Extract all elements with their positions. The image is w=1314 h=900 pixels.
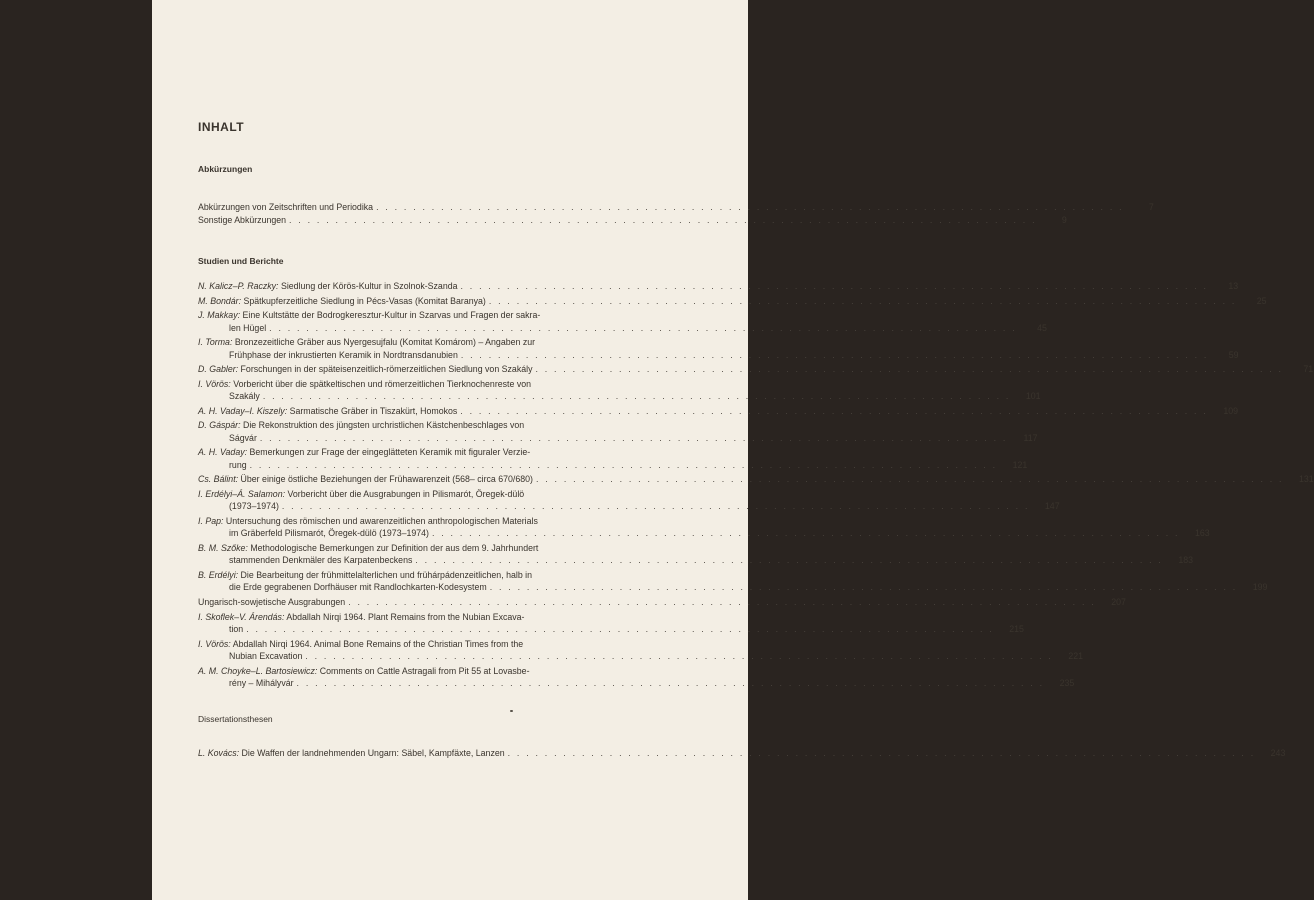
entry-title: Untersuchung des römischen und awarenzeitlichen anthropologischen Materials [225,516,538,526]
entry-title: Sonstige Abkürzungen [198,215,287,225]
leader-dots [457,405,1208,417]
entry-author: A. M. Choyke–L. Bartosiewicz: [198,665,318,676]
page-number: 109 [1223,405,1238,416]
leader-dots [302,650,1053,662]
toc-entry[interactable] [198,596,1126,608]
entry-title: Die Waffen der landnehmenden Ungarn: Säbel, Kampfäxte, Lanzen [241,748,505,758]
leader-dots [505,747,1256,759]
page-number: 59 [1228,349,1239,360]
leader-dots [532,363,1283,375]
toc-entry[interactable] [198,542,1194,567]
entry-title: Sarmatische Gräber in Tiszakürt, Homokos [289,405,458,416]
page-number: 163 [1195,528,1210,539]
entry-author: I. Erdélyi–Á. Salamon: [198,489,286,499]
section-heading-studies: Studien und Berichte [198,256,284,266]
leader-dots [294,677,1045,689]
entry-title: Abdallah Nirqi 1964. Plant Remains from the Nubian Excava- [286,611,525,622]
entry-title-continued: Ságvár [229,432,257,443]
entry-title: Vorbericht über die Ausgrabungen in Pilismarót, Öregek-dülö [287,489,525,499]
entry-author: D. Gabler: [198,364,239,375]
leader-dots [257,432,1008,444]
entry-author: I. Vörös: [198,378,231,389]
toc-entry[interactable] [198,378,1041,403]
leader-dots [487,581,1238,593]
leader-dots [458,280,1209,292]
entry-author: I. Vörös: [198,638,231,649]
toc-entry[interactable] [198,336,1239,361]
toc-entry[interactable] [198,747,1286,759]
leader-dots [247,459,998,471]
entry-title-continued: Szakály [229,391,260,402]
entry-title-continued: rény – Mihályvár [229,677,294,688]
leader-dots [429,527,1180,539]
entry-title: Über einige östliche Beziehungen der Frühawarenzeit (568– circa 670/680) [240,474,533,485]
entry-title: Bemerkungen zur Frage der eingeglätteten Keramik mit figuraler Verzie- [249,447,531,458]
page-number: 207 [1111,597,1126,607]
toc-entry[interactable] [198,214,1067,226]
entry-title: Ungarisch-sowjetische Ausgrabungen [198,597,346,607]
entry-author: A. H. Vaday: [198,447,248,458]
toc-entry[interactable] [198,295,1267,307]
toc-entry[interactable] [198,569,1268,594]
entry-title-continued: Nubian Excavation [229,650,303,661]
leader-dots [533,473,1284,485]
page-number: 215 [1009,623,1024,634]
entry-title-continued: rung [229,459,247,470]
page-number: 221 [1068,650,1084,661]
page-number: 71 [1303,364,1314,375]
entry-title-continued: die Erde gegrabenen Dorfhäuser mit Randlochkarten-Kodesystem [229,582,487,593]
entry-author: D. Gáspár: [198,420,241,431]
toc-entry[interactable] [198,611,1024,636]
toc-entry[interactable] [198,446,1028,471]
toc-entry[interactable] [198,363,1314,375]
entry-author: J. Makkay: [198,310,241,321]
toc-entry[interactable] [198,419,1038,444]
entry-title: Bronzezeitliche Gräber aus Nyergesujfalu (Komitat Komárom) – Angaben zur [234,337,536,348]
entry-title: Eine Kultstätte der Bodrogkeresztur-Kultur in Szarvas und Fragen der sakra- [242,310,541,321]
entry-title-continued: (1973–1974) [229,501,279,512]
section-heading-abbreviations: Abkürzungen [198,164,253,174]
page-title: INHALT [198,120,245,134]
leader-dots [266,322,1017,334]
entry-author: L. Kovács: [198,748,240,758]
entry-title: Vorbericht über die spätkeltischen und römerzeitlichen Tierknochenreste von [233,378,532,389]
leader-dots [260,390,1011,402]
page-number: 117 [1023,432,1038,443]
page-number: 7 [1148,202,1154,212]
entry-author: A. H. Vaday–I. Kiszely: [198,405,288,416]
page-number: 121 [1012,459,1028,470]
toc-entry[interactable] [198,488,1060,513]
toc-entry[interactable] [198,665,1075,690]
entry-title-continued: im Gräberfeld Pilismarót, Öregek-dülö (1973–1974) [229,528,429,539]
page-number: 25 [1256,295,1267,306]
entry-title: Methodologische Bemerkungen zur Definition der aus dem 9. Jahrhundert [250,543,539,553]
toc-entry[interactable] [198,201,1154,213]
leader-dots [345,596,1096,608]
entry-author: N. Kalicz–P. Raczky: [198,281,279,291]
page-number: 147 [1044,501,1060,512]
entry-title: Abdallah Nirqi 1964. Animal Bone Remains of the Christian Times from the [232,638,524,649]
entry-title-continued: tion [229,623,244,634]
page-number: 9 [1061,215,1067,225]
entry-title-continued: len Hügel [229,322,267,333]
leader-dots [286,214,1037,226]
toc-entry[interactable] [198,473,1314,485]
page-number: 45 [1037,322,1047,333]
entry-author: Cs. Bálint: [198,474,239,485]
ink-speck [510,710,513,712]
toc-entry[interactable] [198,515,1210,540]
entry-title-continued: Frühphase der inkrustierten Keramik in Nordtransdanubien [229,349,458,360]
section-heading-dissertations: Dissertationsthesen [198,714,273,724]
entry-author: I. Torma: [198,337,233,348]
leader-dots [279,500,1030,512]
entry-title: Die Bearbeitung der frühmittelalterlichen und frühárpádenzeitlichen, halb in [240,570,532,580]
toc-entry[interactable] [198,405,1238,417]
entry-title: Abkürzungen von Zeitschriften und Periodika [198,202,374,212]
entry-author: B. Erdélyi: [198,570,239,580]
page-number: 101 [1025,391,1041,402]
entry-author: M. Bondár: [198,295,242,306]
entry-title: Spätkupferzeitliche Siedlung in Pécs-Vasas (Komitat Baranya) [243,295,486,306]
toc-entry[interactable] [198,638,1084,663]
leader-dots [243,623,994,635]
entry-title: Die Rekonstruktion des jüngsten urchristlichen Kästchenbeschlages von [243,420,525,431]
leader-dots [458,349,1209,361]
leader-dots [412,554,1163,566]
entry-title-continued: stammenden Denkmäler des Karpatenbeckens [229,555,413,566]
page-number: 183 [1178,555,1194,566]
page-number: 235 [1059,677,1075,688]
leader-dots [486,295,1237,307]
entry-author: B. M. Szőke: [198,543,248,553]
leader-dots [373,201,1124,213]
page-number: 131 [1299,474,1314,485]
page-number: 199 [1252,582,1268,593]
page-number: 243 [1270,748,1286,758]
entry-author: I. Skoflek–V. Árendás: [198,611,285,622]
toc-entry[interactable] [198,280,1239,292]
page-number: 13 [1228,281,1239,291]
toc-entry[interactable] [198,309,1047,334]
entry-author: I. Pap: [198,516,224,526]
entry-title: Siedlung der Körös-Kultur in Szolnok-Szanda [280,281,458,291]
entry-title: Forschungen in der späteisenzeitlich-römerzeitlichen Siedlung von Szakály [240,364,533,375]
entry-title: Comments on Cattle Astragali from Pit 55 at Lovasbe- [319,665,530,676]
